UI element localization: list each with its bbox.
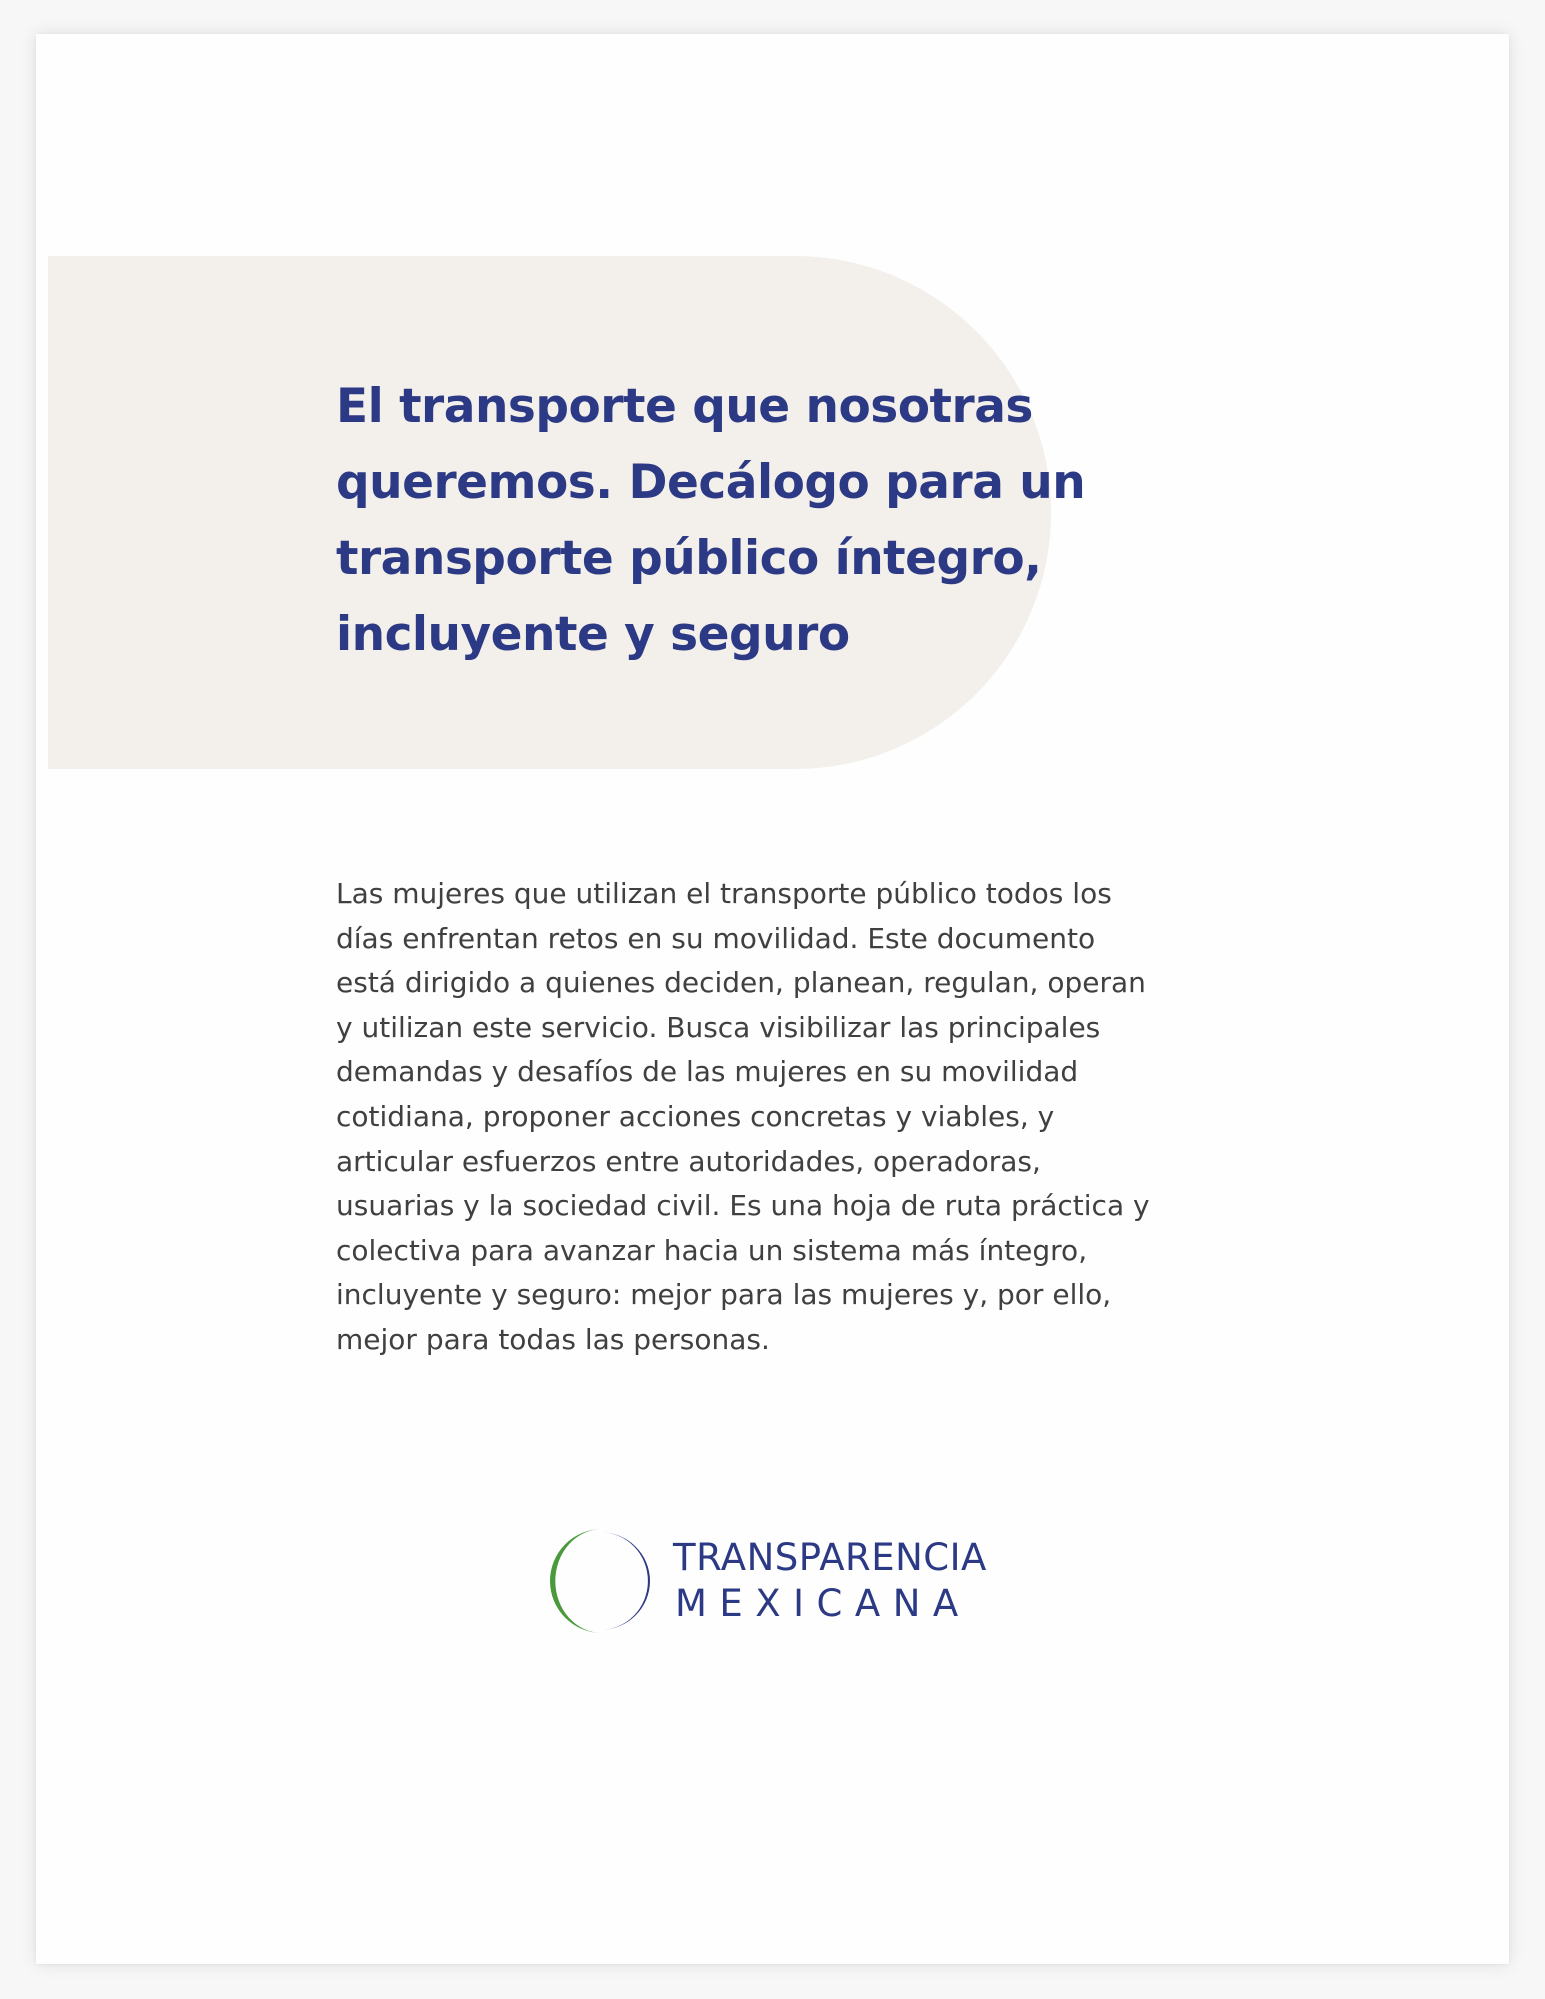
logo-text-line2: MEXICANA: [675, 1582, 971, 1625]
document-summary: Las mujeres que utilizan el transporte público todos los días enfrentan retos en su movilidad. Este documento está dirigido a quienes deciden, planean, regulan, operan y utilizan este servicio. Busca visibilizar las principales demandas y desafíos de las mujeres en su movilidad cotidiana, proponer acciones concretas y viables, y articular esfuerzos entre autoridades, operadoras, usuarias y la sociedad civil. Es una hoja de ruta práctica y colectiva para avanzar hacia un sistema más íntegro, incluyente y seguro: mejor para las mujeres y, por ello, mejor para todas las personas.: [336, 877, 1150, 1356]
document-title: El transporte que nosotras queremos. Decálogo para un transporte público íntegro, incluyente y seguro: [336, 379, 1086, 662]
circle-logo-icon: [542, 1528, 658, 1634]
logo-text-line1: TRANSPARENCIA: [673, 1536, 987, 1579]
organization-logo: [542, 1518, 1042, 1648]
document-page: [36, 34, 1509, 1964]
